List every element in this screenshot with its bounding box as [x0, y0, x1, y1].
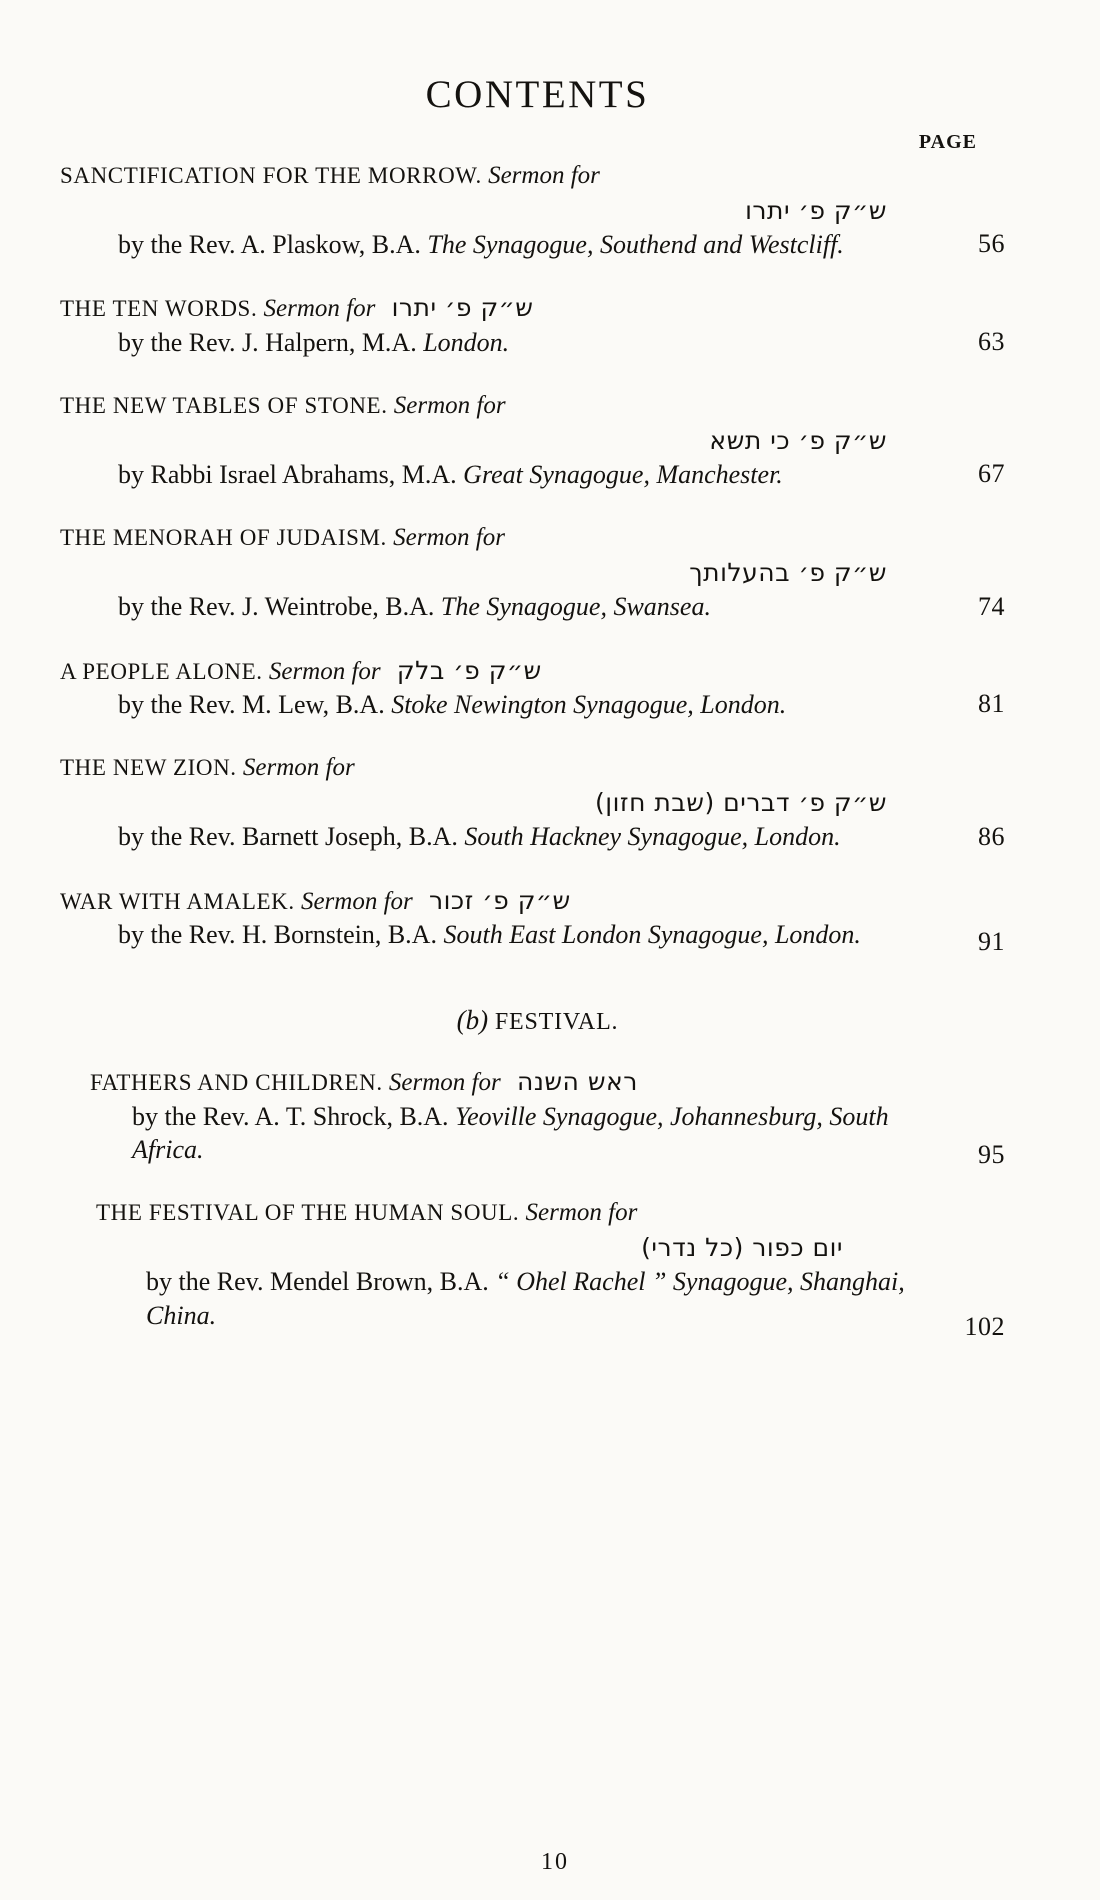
contents-entry: [60, 160, 1005, 261]
entry-byline: by the Rev. J. Halpern, M.A.: [118, 327, 417, 357]
contents-entry: [60, 655, 1005, 722]
entry-title: THE MENORAH OF JUDAISM.: [60, 525, 387, 551]
festival-entry-list: [60, 1066, 1005, 1341]
section-label: FESTIVAL.: [494, 1009, 619, 1036]
entry-sermon-for: Sermon for: [488, 162, 600, 189]
entry-hebrew: יום כפור (כל נדרי): [641, 1232, 843, 1262]
entry-place: South Hackney Synagogue, London.: [464, 822, 841, 852]
entry-sermon-for: Sermon for: [388, 1069, 501, 1097]
entry-title: THE FESTIVAL OF THE HUMAN SOUL.: [96, 1200, 520, 1226]
entry-hebrew: ש״ק פ׳ זכור: [429, 885, 571, 915]
contents-entry: [60, 1066, 1005, 1170]
entry-place: Stoke Newington Synagogue, London.: [391, 690, 787, 720]
entry-title: THE NEW TABLES OF STONE.: [60, 393, 388, 419]
entry-place: The Synagogue, Swansea.: [440, 592, 711, 622]
entry-byline: by Rabbi Israel Abrahams, M.A.: [118, 460, 457, 490]
entry-byline: by the Rev. Barnett Joseph, B.A.: [118, 822, 458, 852]
entry-page-number: 86: [978, 821, 1005, 851]
entry-sermon-for: Sermon for: [300, 887, 413, 915]
entry-place: The Synagogue, Southend and Westcliff.: [427, 230, 844, 259]
entry-sermon-for: Sermon for: [393, 392, 506, 420]
entry-page-number: 67: [978, 459, 1005, 489]
contents-entry: [60, 292, 1005, 359]
entry-place: London.: [423, 327, 510, 357]
entry-page-number: 63: [978, 327, 1005, 357]
section-label-prefix: (b): [456, 1005, 489, 1036]
page-title: CONTENTS: [425, 73, 650, 116]
contents-entry: [60, 885, 1005, 957]
entry-page-number: 56: [978, 229, 1005, 259]
entry-title: WAR WITH AMALEK.: [60, 888, 295, 914]
entry-hebrew: ש״ק פ׳ בלק: [396, 655, 542, 685]
entry-sermon-for: Sermon for: [393, 524, 505, 552]
entry-hebrew: ש״ק פ׳ יתרו: [745, 195, 887, 225]
page-column-header: PAGE: [918, 131, 977, 153]
entry-byline: by the Rev. A. Plaskow, B.A.: [118, 230, 421, 259]
section-heading: [60, 1005, 1005, 1036]
contents-entry: [60, 752, 1005, 853]
entry-byline: by the Rev. H. Bornstein, B.A.: [118, 920, 437, 950]
folio-number: 10: [541, 1849, 569, 1875]
entry-hebrew: ראש השנה: [516, 1067, 638, 1097]
contents-entry: [60, 390, 1005, 491]
entry-page-number: 91: [978, 927, 1005, 957]
entry-page-number: 74: [978, 591, 1005, 621]
entry-place: South East London Synagogue, London.: [443, 920, 861, 950]
entry-hebrew: ש״ק פ׳ בהעלותך: [689, 557, 887, 587]
entry-title: FATHERS AND CHILDREN.: [90, 1070, 383, 1096]
entry-title: THE NEW ZION.: [60, 755, 237, 781]
entry-sermon-for: Sermon for: [525, 1199, 638, 1227]
entry-page-number: 102: [964, 1311, 1005, 1341]
entry-sermon-for: Sermon for: [263, 295, 376, 323]
entry-hebrew: ש״ק פ׳ יתרו: [391, 293, 534, 323]
entry-title: A PEOPLE ALONE.: [60, 658, 263, 684]
entry-title: SANCTIFICATION FOR THE MORROW.: [60, 163, 482, 188]
contents-entry-list: [60, 160, 1005, 957]
entry-place: Yeoville Synagogue, Johannesburg, South Africa.: [132, 1101, 889, 1165]
entry-title: THE TEN WORDS.: [60, 296, 258, 322]
entry-page-number: 81: [978, 689, 1005, 719]
entry-sermon-for: Sermon for: [268, 657, 381, 685]
entry-byline: by the Rev. Mendel Brown, B.A.: [146, 1267, 489, 1297]
entry-byline: by the Rev. A. T. Shrock, B.A.: [132, 1101, 449, 1131]
contents-entry: [60, 522, 1005, 623]
entry-place: Great Synagogue, Manchester.: [463, 460, 783, 490]
entry-hebrew: ש״ק פ׳ דברים (שבת חזון): [595, 787, 887, 817]
entry-sermon-for: Sermon for: [242, 754, 355, 782]
entry-page-number: 95: [978, 1140, 1005, 1170]
entry-byline: by the Rev. M. Lew, B.A.: [118, 690, 385, 720]
entry-place: “ Ohel Rachel ” Synagogue, Shanghai, China.: [146, 1267, 905, 1330]
entry-hebrew: ש״ק פ׳ כי תשא: [709, 425, 887, 455]
entry-byline: by the Rev. J. Weintrobe, B.A.: [118, 592, 435, 622]
contents-entry: [60, 1197, 1005, 1341]
